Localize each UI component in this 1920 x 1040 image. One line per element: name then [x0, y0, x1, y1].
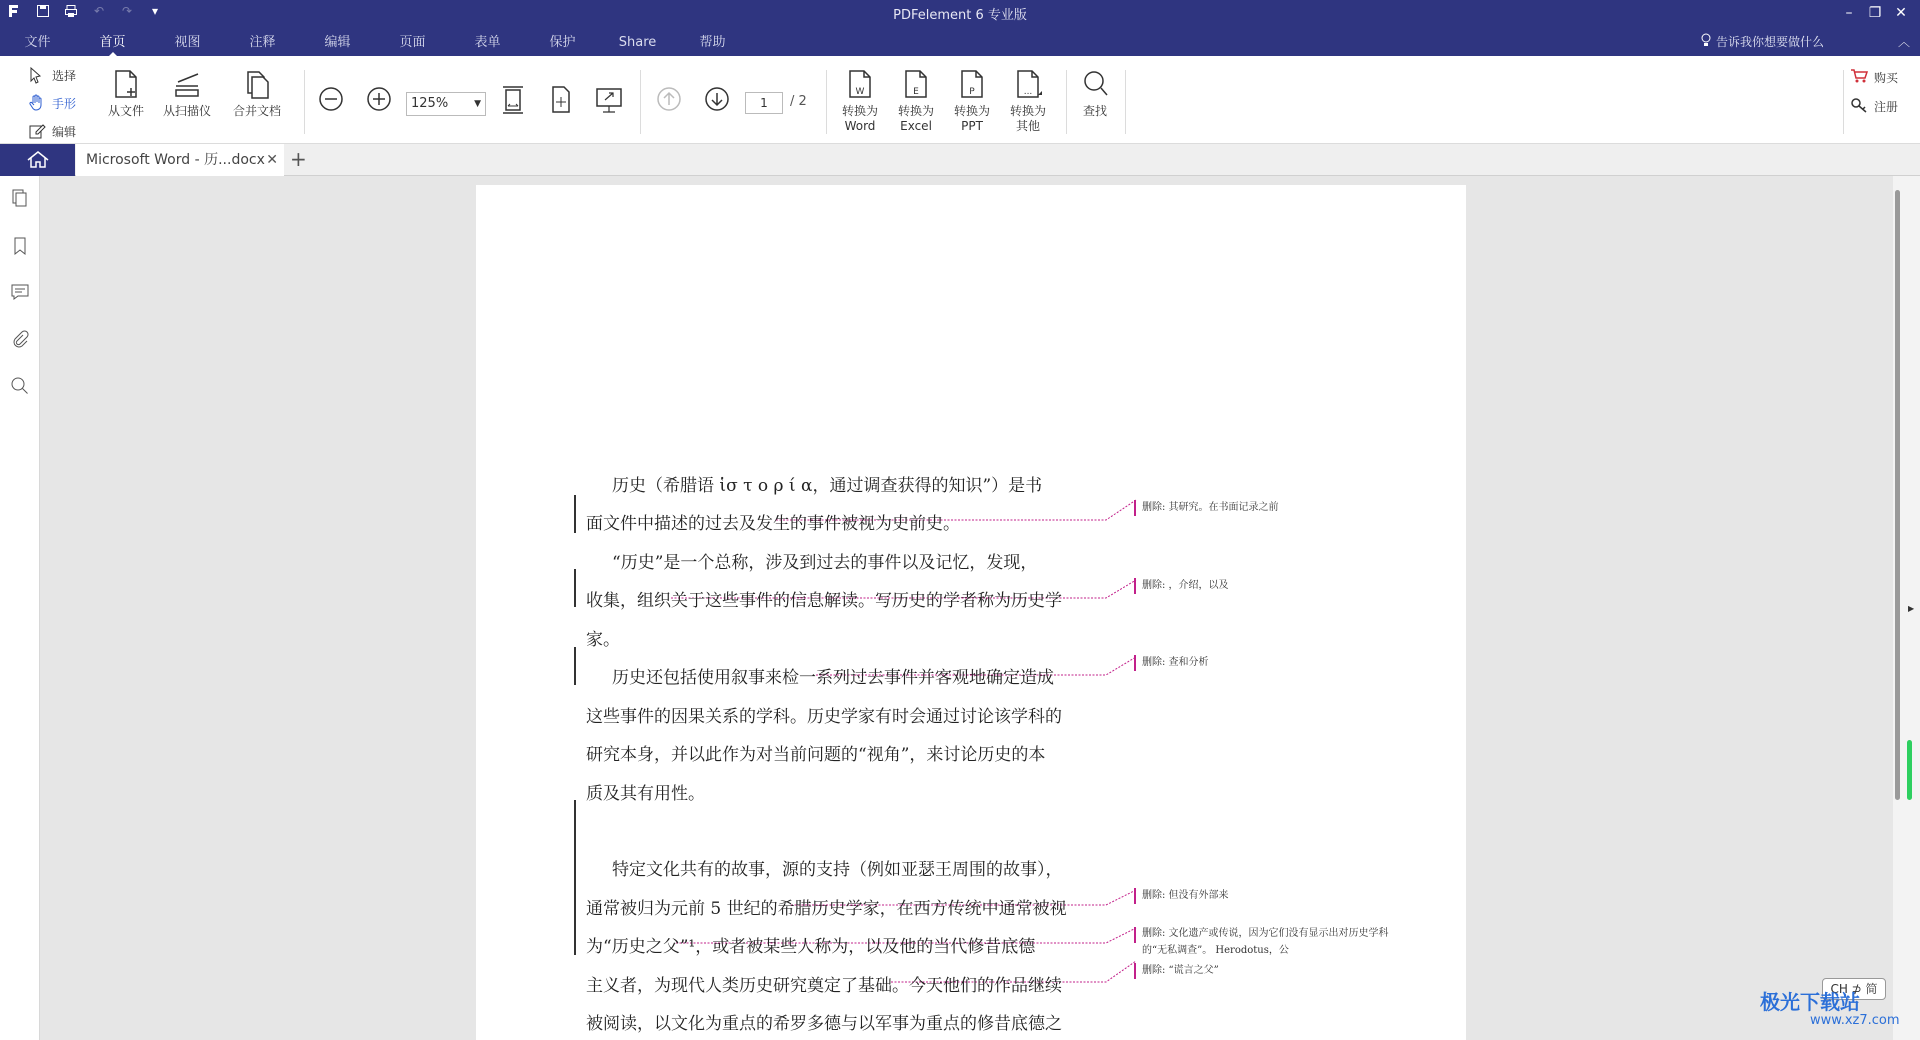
to-ppt-label-2: PPT [961, 119, 983, 133]
fullscreen-button[interactable] [594, 84, 624, 116]
deletion-comment[interactable]: 删除: “谎言之父” [1142, 965, 1219, 976]
combine-button[interactable] [233, 68, 281, 119]
undo-icon[interactable]: ↶ [93, 4, 105, 18]
app-title: PDFelement 6 专业版 [893, 8, 1027, 23]
menu-edit[interactable]: 编辑 [324, 35, 351, 50]
zoom-value: 125% [411, 96, 449, 111]
bookmark-icon[interactable] [10, 236, 30, 256]
to-other-label-1: 转换为 [1010, 104, 1047, 118]
zoom-select[interactable] [406, 92, 486, 116]
close-tab-icon[interactable]: ✕ [266, 152, 278, 168]
ribbon [0, 56, 1920, 144]
excel-file-icon [901, 68, 931, 102]
other-file-icon [1013, 68, 1043, 102]
from-scanner-button[interactable] [163, 68, 211, 119]
menu-file[interactable]: 文件 [24, 35, 51, 50]
home-tab[interactable] [0, 144, 75, 176]
file-add-icon [111, 68, 141, 102]
word-file-icon [845, 68, 875, 102]
home-icon [0, 144, 75, 176]
scrollbar-thumb[interactable] [1895, 190, 1900, 800]
zoom-in-button[interactable] [366, 86, 392, 112]
paragraph-line: 这些事件的因果关系的学科。历史学家有时会通过讨论该学科的 [586, 707, 1062, 727]
svg-text:E: E [913, 87, 919, 97]
app-logo-icon [8, 4, 22, 18]
paragraph-line: 被阅读，以文化为重点的希罗多德与以军事为重点的修昔底德之 [586, 1014, 1062, 1034]
watermark-url: www.xz7.com [1810, 1013, 1900, 1028]
convert-to-word-button[interactable] [842, 68, 878, 134]
key-icon [1850, 97, 1868, 116]
combine-files-icon [242, 68, 272, 102]
paragraph-line: 家。 [586, 630, 620, 650]
account-group [1850, 68, 1898, 116]
separator [304, 70, 305, 134]
paragraph-line: 为“历史之父”¹，或者被某些人称为，以及他的当代修昔底德 [586, 937, 1036, 957]
customize-toolbar-icon[interactable]: ▾ [151, 4, 159, 18]
title-bar [0, 0, 1920, 56]
zoom-out-icon [318, 86, 344, 112]
document-tab-label: Microsoft Word - 历...docx [86, 152, 265, 168]
document-tab[interactable] [76, 144, 284, 176]
menu-view[interactable]: 视图 [174, 35, 201, 50]
convert-to-other-button[interactable] [1010, 68, 1046, 134]
paragraph-line: 主义者，为现代人类历史研究奠定了基础。今天他们的作品继续 [586, 976, 1062, 996]
arrow-up-icon [656, 86, 682, 112]
from-file-button[interactable] [108, 68, 144, 119]
separator [1066, 70, 1067, 134]
scanner-icon [172, 68, 202, 102]
menu-bar [0, 30, 750, 56]
separator [1843, 70, 1844, 134]
paragraph-line: 历史（希腊语 ἱσ τ ο ρ ί α，通过调查获得的知识”）是书 [612, 476, 1043, 496]
left-panel [0, 176, 40, 1040]
cursor-icon [28, 66, 46, 84]
tell-me-box[interactable] [1700, 33, 1824, 50]
menu-share[interactable]: Share [618, 35, 657, 50]
next-page-button[interactable] [704, 86, 730, 112]
to-ppt-label-1: 转换为 [954, 104, 991, 118]
chevron-down-icon: ▼ [474, 99, 481, 109]
hand-mode-label: 手形 [52, 96, 77, 111]
redo-icon[interactable]: ↷ [121, 4, 133, 18]
register-label: 注册 [1874, 100, 1899, 114]
paragraph-line: “历史”是一个总称，涉及到过去的事件以及记忆，发现， [612, 553, 1038, 573]
paragraph-line: 研究本身，并以此作为对当前问题的“视角”，来讨论历史的本 [586, 745, 1046, 765]
svg-text:...: ... [1023, 87, 1033, 97]
collapse-ribbon-icon[interactable]: ︿ [1897, 35, 1910, 49]
attachment-icon[interactable] [10, 330, 30, 350]
fit-width-button[interactable] [500, 84, 526, 116]
page-position-indicator [1907, 740, 1912, 800]
deletion-comment[interactable]: 删除: 文化遗产或传说，因为它们没有显示出对历史学科 [1142, 928, 1389, 939]
thumbnails-icon[interactable] [10, 188, 30, 208]
window-controls [1836, 2, 1914, 24]
paragraph-line: 质及其有用性。 [586, 784, 705, 804]
deletion-comment-continued: 的“无私调查”。 Herodotus，公 [1142, 945, 1289, 956]
menu-comment[interactable]: 注释 [249, 35, 276, 50]
search-icon[interactable] [10, 376, 30, 396]
new-tab-button[interactable]: + [290, 147, 307, 171]
convert-to-excel-button[interactable] [898, 68, 934, 134]
hand-mode-button[interactable] [28, 92, 76, 114]
quick-access-toolbar [8, 4, 162, 18]
edit-icon [28, 122, 46, 140]
deletion-comment[interactable]: 删除: ，介绍，以及 [1142, 580, 1229, 591]
document-tabs [0, 144, 1920, 176]
menu-home[interactable]: 首页 [75, 30, 150, 56]
paragraph-line: 面文件中描述的过去及发生的事件被视为史前史。 [586, 514, 960, 534]
save-icon[interactable] [36, 4, 50, 18]
find-label: 查找 [1082, 104, 1107, 118]
buy-label: 购买 [1874, 71, 1899, 85]
to-other-label-2: 其他 [1016, 119, 1041, 133]
page-total: / 2 [790, 94, 807, 109]
zoom-out-button[interactable] [318, 86, 344, 112]
fit-page-icon [548, 84, 574, 116]
svg-text:P: P [969, 87, 975, 97]
page-number-input[interactable]: 1 [745, 92, 783, 114]
zoom-in-icon [366, 86, 392, 112]
change-bar [574, 800, 576, 955]
change-bar [574, 569, 576, 607]
ime-indicator[interactable]: CH ⊅ 简 [1822, 978, 1886, 1000]
combine-label: 合并文档 [233, 104, 282, 118]
paragraph-line: 收集，组织关于这些事件的信息解读。写历史的学者称为历史学 [586, 591, 1062, 611]
select-mode-button[interactable] [28, 64, 76, 86]
separator [1125, 70, 1126, 134]
cart-icon [1850, 68, 1868, 87]
find-button[interactable] [1080, 68, 1110, 119]
deletion-comment[interactable]: 删除: 查和分析 [1142, 657, 1209, 668]
deletion-comment[interactable]: 删除: 其研究。在书面记录之前 [1142, 502, 1279, 513]
to-excel-label-1: 转换为 [898, 104, 935, 118]
change-bar [574, 647, 576, 685]
arrow-down-icon [704, 86, 730, 112]
maximize-icon[interactable]: ❐ [1868, 5, 1882, 21]
print-icon[interactable] [64, 4, 78, 18]
pdf-page [476, 185, 1466, 1040]
paragraph-line: 历史还包括使用叙事来检一系列过去事件并客观地确定造成 [612, 668, 1054, 688]
menu-page[interactable]: 页面 [399, 35, 426, 50]
change-bar [574, 495, 576, 533]
presentation-icon [594, 84, 624, 116]
select-mode-label: 选择 [52, 68, 77, 83]
expand-right-panel-icon[interactable]: ▶ [1908, 604, 1915, 613]
menu-protect[interactable]: 保护 [549, 35, 576, 50]
from-file-label: 从文件 [108, 104, 145, 118]
separator [826, 70, 827, 134]
deletion-comment[interactable]: 删除: 但没有外部来 [1142, 890, 1229, 901]
comment-icon[interactable] [10, 282, 30, 302]
edit-mode-button[interactable] [28, 120, 76, 142]
convert-to-ppt-button[interactable] [954, 68, 990, 134]
to-word-label-2: Word [844, 119, 876, 133]
prev-page-button[interactable] [656, 86, 682, 112]
to-word-label-1: 转换为 [842, 104, 879, 118]
menu-form[interactable]: 表单 [474, 35, 501, 50]
search-icon [1080, 68, 1110, 102]
paragraph-line: 特定文化共有的故事，源的支持（例如亚瑟王周围的故事）， [612, 860, 1063, 880]
tell-me-label: 告诉我你想要做什么 [1716, 35, 1825, 49]
mode-group [28, 64, 76, 142]
edit-mode-label: 编辑 [52, 124, 77, 139]
buy-button[interactable] [1850, 68, 1898, 87]
document-viewport[interactable] [41, 176, 1893, 1040]
close-icon[interactable]: ✕ [1895, 5, 1907, 21]
svg-text:W: W [855, 87, 865, 97]
minimize-icon[interactable]: – [1845, 5, 1853, 21]
menu-help[interactable]: 帮助 [699, 35, 726, 50]
lightbulb-icon [1700, 33, 1712, 50]
to-excel-label-2: Excel [900, 119, 932, 133]
watermark-logo: 极光下载站 [1760, 990, 1860, 1014]
register-button[interactable] [1850, 97, 1898, 116]
paragraph-line: 通常被归为元前 5 世纪的希腊历史学家，在西方传统中通常被视 [586, 899, 1067, 919]
fit-width-icon [500, 84, 526, 116]
hand-icon [28, 94, 46, 112]
ppt-file-icon [957, 68, 987, 102]
separator [640, 70, 641, 134]
fit-page-button[interactable] [548, 84, 574, 116]
from-scanner-label: 从扫描仪 [163, 104, 212, 118]
